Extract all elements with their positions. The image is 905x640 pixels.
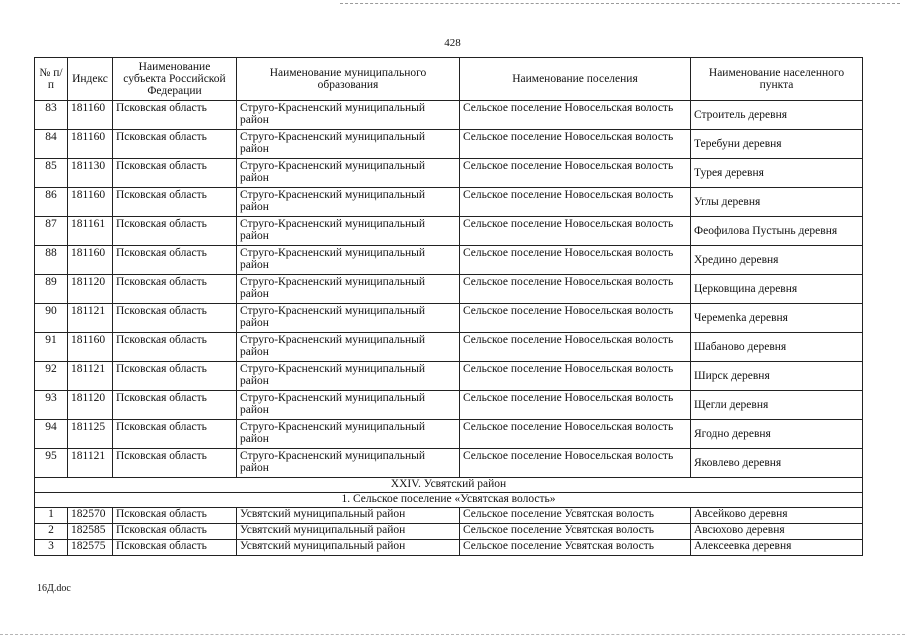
table-row <box>35 275 863 304</box>
table-row <box>35 217 863 246</box>
table-cell: 91 <box>35 333 68 362</box>
settlements-table <box>34 57 863 556</box>
table-cell: Псковская область <box>113 524 237 540</box>
table-cell: Псковская область <box>113 217 237 246</box>
table-cell: Углы деревня <box>691 188 863 217</box>
table-cell: Сельское поселение Новосельская волость <box>460 420 691 449</box>
table-cell: 90 <box>35 304 68 333</box>
table-cell: Сельское поселение Новосельская волость <box>460 362 691 391</box>
table-cell: Авсюхово деревня <box>691 524 863 540</box>
table-cell: Сельское поселение Усвятская волость <box>460 524 691 540</box>
table-cell: Псковская область <box>113 420 237 449</box>
table-row <box>35 246 863 275</box>
table-cell: Усвятский муниципальный район <box>237 524 460 540</box>
table-cell: Сельское поселение Новосельская волость <box>460 391 691 420</box>
table-cell: Сельское поселение Новосельская волость <box>460 246 691 275</box>
table-row <box>35 420 863 449</box>
table-row <box>35 101 863 130</box>
table-cell: Сельское поселение Новосельская волость <box>460 304 691 333</box>
table-cell: 181160 <box>68 101 113 130</box>
table-cell: Псковская область <box>113 304 237 333</box>
table-cell: 83 <box>35 101 68 130</box>
table-cell: Сельское поселение Новосельская волость <box>460 101 691 130</box>
table-cell: 181161 <box>68 217 113 246</box>
table-row <box>35 508 863 524</box>
table-cell: Сельское поселение Новосельская волость <box>460 188 691 217</box>
table-cell: Сельское поселение Новосельская волость <box>460 217 691 246</box>
table-cell: Струго-Красненский муниципальный район <box>237 217 460 246</box>
table-cell: Струго-Красненский муниципальный район <box>237 391 460 420</box>
column-header: Наименование поселения <box>460 58 691 101</box>
table-cell: Церковщина деревня <box>691 275 863 304</box>
table-cell: Струго-Красненский муниципальный район <box>237 275 460 304</box>
table-cell: Ягодно деревня <box>691 420 863 449</box>
table-row <box>35 130 863 159</box>
table-cell: Псковская область <box>113 159 237 188</box>
table-cell: 182585 <box>68 524 113 540</box>
table-cell: Струго-Красненский муниципальный район <box>237 362 460 391</box>
table-cell: 89 <box>35 275 68 304</box>
table-cell: Псковская область <box>113 246 237 275</box>
table-cell: Псковская область <box>113 508 237 524</box>
table-header-row <box>35 58 863 101</box>
table-cell: 95 <box>35 449 68 478</box>
table-cell: 181120 <box>68 275 113 304</box>
table-cell: 181121 <box>68 449 113 478</box>
table-cell: Струго-Красненский муниципальный район <box>237 159 460 188</box>
table-cell: 92 <box>35 362 68 391</box>
table-cell: 181160 <box>68 246 113 275</box>
table-cell: Псковская область <box>113 449 237 478</box>
table-cell: Сельское поселение Новосельская волость <box>460 449 691 478</box>
table-cell: 181160 <box>68 130 113 159</box>
table-cell: Сельское поселение Усвятская волость <box>460 508 691 524</box>
table-cell: Струго-Красненский муниципальный район <box>237 304 460 333</box>
table-cell: 84 <box>35 130 68 159</box>
table-cell: 87 <box>35 217 68 246</box>
table-cell: 182575 <box>68 540 113 556</box>
table-cell: 181130 <box>68 159 113 188</box>
section-heading-row <box>35 478 863 493</box>
table-cell: Сельское поселение Новосельская волость <box>460 130 691 159</box>
table-cell: Черемenka деревня <box>691 304 863 333</box>
table-cell: Струго-Красненский муниципальный район <box>237 449 460 478</box>
table-cell: Усвятский муниципальный район <box>237 540 460 556</box>
table-cell: 1 <box>35 508 68 524</box>
table-cell: Сельское поселение Новосельская волость <box>460 333 691 362</box>
column-header: Индекс <box>68 58 113 101</box>
scan-artifact-bottom <box>0 634 905 635</box>
table-cell: 181121 <box>68 362 113 391</box>
table-cell: Струго-Красненский муниципальный район <box>237 420 460 449</box>
table-cell: Авсейково деревня <box>691 508 863 524</box>
table-cell: 181121 <box>68 304 113 333</box>
table-cell: Турея деревня <box>691 159 863 188</box>
scan-artifact-top <box>340 3 900 4</box>
table-cell: Псковская область <box>113 101 237 130</box>
column-header: № п/п <box>35 58 68 101</box>
table-cell: Псковская область <box>113 275 237 304</box>
table-cell: Сельское поселение Новосельская волость <box>460 275 691 304</box>
table-cell: Струго-Красненский муниципальный район <box>237 333 460 362</box>
table-cell: 181125 <box>68 420 113 449</box>
table-cell: Шабаново деревня <box>691 333 863 362</box>
table-cell: Струго-Красненский муниципальный район <box>237 188 460 217</box>
table-cell: Хредино деревня <box>691 246 863 275</box>
table-cell: Струго-Красненский муниципальный район <box>237 130 460 159</box>
table-cell: Струго-Красненский муниципальный район <box>237 246 460 275</box>
table-cell: Псковская область <box>113 362 237 391</box>
table-row <box>35 540 863 556</box>
table-cell: 2 <box>35 524 68 540</box>
subsection-heading-row <box>35 493 863 508</box>
table-cell: Псковская область <box>113 130 237 159</box>
table-cell: 93 <box>35 391 68 420</box>
table-cell: Алексеевка деревня <box>691 540 863 556</box>
table-cell: Струго-Красненский муниципальный район <box>237 101 460 130</box>
table-row <box>35 449 863 478</box>
subsection-title: 1. Сельское поселение «Усвятская волость» <box>35 493 863 508</box>
table-row <box>35 304 863 333</box>
table-cell: 3 <box>35 540 68 556</box>
table-cell: Псковская область <box>113 333 237 362</box>
section-title: XXIV. Усвятский район <box>35 478 863 493</box>
table-cell: Псковская область <box>113 391 237 420</box>
column-header: Наименование муниципального образования <box>237 58 460 101</box>
table-cell: Теребуни деревня <box>691 130 863 159</box>
table-cell: 181120 <box>68 391 113 420</box>
table-cell: 181160 <box>68 333 113 362</box>
table-row <box>35 391 863 420</box>
page-number: 428 <box>444 37 461 49</box>
table-cell: 181160 <box>68 188 113 217</box>
column-header: Наименование населенного пункта <box>691 58 863 101</box>
table-cell: 94 <box>35 420 68 449</box>
table-row <box>35 524 863 540</box>
table-cell: 85 <box>35 159 68 188</box>
table-cell: Ширск деревня <box>691 362 863 391</box>
table-row <box>35 362 863 391</box>
table-cell: 86 <box>35 188 68 217</box>
table-row <box>35 188 863 217</box>
table-cell: Строитель деревня <box>691 101 863 130</box>
column-header: Наименование субъекта Российской Федерации <box>113 58 237 101</box>
table-cell: 182570 <box>68 508 113 524</box>
table-cell: Псковская область <box>113 188 237 217</box>
table-cell: Щегли деревня <box>691 391 863 420</box>
table-cell: Яковлево деревня <box>691 449 863 478</box>
table-cell: 88 <box>35 246 68 275</box>
table-cell: Феофилова Пустынь деревня <box>691 217 863 246</box>
footer-filename: 16Д.doc <box>37 583 71 594</box>
table-cell: Усвятский муниципальный район <box>237 508 460 524</box>
table-row <box>35 159 863 188</box>
table-cell: Сельское поселение Новосельская волость <box>460 159 691 188</box>
table-cell: Псковская область <box>113 540 237 556</box>
table-row <box>35 333 863 362</box>
table-cell: Сельское поселение Усвятская волость <box>460 540 691 556</box>
